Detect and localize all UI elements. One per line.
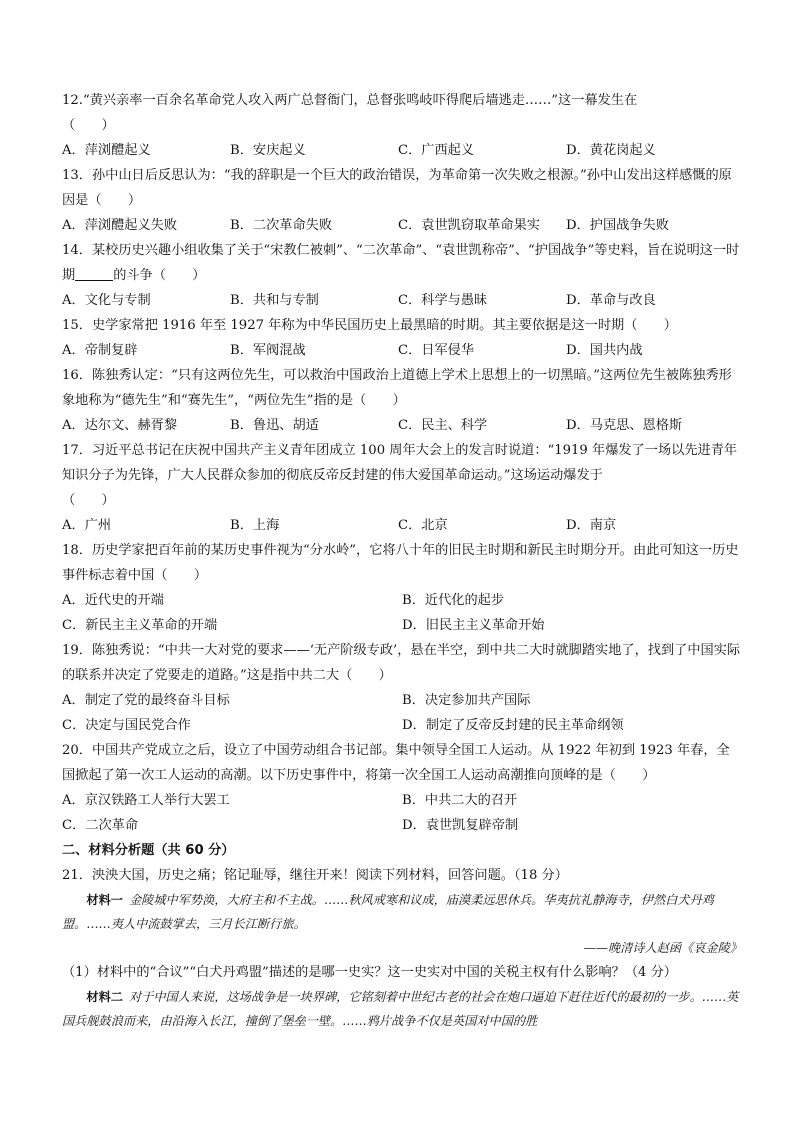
question-15-options — [62, 338, 742, 363]
option-d: D．南京 — [566, 518, 617, 533]
material-2 — [62, 985, 742, 1033]
question-18-options — [62, 588, 742, 638]
question-19-options — [62, 688, 742, 738]
option-a: A．近代史的开端 — [62, 593, 164, 608]
option-d: D．制定了反帝反封建的民主革命纲领 — [402, 718, 624, 733]
material-1-text: 金陵城中军势涣，大府主和不主战。……秋风戒寒和议成，庙漠柔远思休兵。华夷抗礼静海寺，伊然白犬丹鸡盟。……夷人中流鼓掌去，三月长江断行旅。 — [62, 893, 714, 931]
option-c: C．民主、科学 — [398, 418, 488, 433]
question-14-stem — [62, 238, 742, 288]
material-1-source: ——晚清诗人赵函《哀金陵》 — [583, 941, 742, 955]
option-b: B．安庆起义 — [230, 143, 306, 158]
option-a: A．制定了党的最终奋斗目标 — [62, 693, 230, 708]
option-b: B．决定参加共产国际 — [402, 693, 531, 708]
option-b: B．鲁迅、胡适 — [230, 418, 319, 433]
option-d: D．袁世凯复辟帝制 — [402, 818, 519, 833]
option-c: C．北京 — [398, 518, 448, 533]
option-c: C．广西起义 — [398, 143, 475, 158]
option-c: C．二次革命 — [62, 818, 139, 833]
question-19-stem: 19．陈独秀说：“中共一大对党的要求——‘无产阶级专政’，悬在半空，到中共二大时就脚踏实地了，找到了中国实际的联系并决定了党要走的道路。”这是指中共二大（ ） — [62, 643, 741, 683]
question-12-text: 12.“黄兴亲率一百余名革命党人攻入两广总督衙门，总督张鸣岐吓得爬后墙逃走……”这一幕发生在 — [62, 93, 638, 108]
question-16-options — [62, 413, 742, 438]
question-14-text-a: 14．某校历史兴趣小组收集了关于“宋教仁被刺”、“二次革命”、“袁世凯称帝”、“护国战争”等史料，旨在说明这一时期 — [62, 243, 740, 283]
question-13-options — [62, 213, 742, 238]
material-1 — [62, 888, 742, 936]
option-d: D．旧民主主义革命开始 — [402, 618, 545, 633]
option-d: D．国共内战 — [566, 343, 643, 358]
option-b: B．中共二大的召开 — [402, 793, 518, 808]
question-17-text: 17．习近平总书记在庆祝中国共产主义青年团成立 100 周年大会上的发言时说道：“1919 年爆发了一场以先进青年知识分子为先锋，广大人民群众参加的彻底反帝反封建的伟大爱国革命运动。”这场运动爆发于 — [62, 443, 738, 483]
material-1-label: 材料一 — [86, 893, 123, 907]
option-a: A．帝制复辟 — [62, 343, 138, 358]
question-12-options — [62, 138, 742, 163]
option-b: B．军阀混战 — [230, 343, 306, 358]
question-20-stem: 20．中国共产党成立之后，设立了中国劳动组合书记部。集中领导全国工人运动。从 1922 年初到 1923 年春，全国掀起了第一次工人运动的高潮。以下历史事件中，将第一次全国工人运动高潮推向顶峰的是（ ） — [62, 743, 730, 783]
question-14-text-b: 的斗争（ ） — [113, 268, 206, 283]
question-16-stem: 16．陈独秀认定：“只有这两位先生，可以救治中国政治上道德上学术上思想上的一切黑暗。”这两位先生被陈独秀形象地称为“德先生”和“赛先生”，“两位先生”指的是（ ） — [62, 368, 732, 408]
fill-blank — [75, 266, 113, 281]
option-d: D．黄花岗起义 — [566, 143, 656, 158]
question-13-stem: 13．孙中山日后反思认为：“我的辞职是一个巨大的政治错误，为革命第一次失败之根源。”孙中山发出这样感慨的原因是（ ） — [62, 168, 732, 208]
question-17-options — [62, 513, 742, 538]
question-18-stem: 18．历史学家把百年前的某历史事件视为“分水岭”，它将八十年的旧民主时期和新民主时期分开。由此可知这一历史事件标志着中国（ ） — [62, 543, 739, 583]
exam-page — [62, 88, 742, 1033]
question-12-paren: （ ） — [62, 118, 115, 133]
material-2-text: 对于中国人来说，这场战争是一块界碑，它铭刻着中世纪古老的社会在炮口逼迫下赶往近代的最初的一步。……英国兵舰鼓浪而来，由沿海入长江，撞倒了堡垒一壁。……鸦片战争不仅是英国对中国的胜 — [62, 990, 739, 1028]
question-14-options — [62, 288, 742, 313]
option-a: A．达尔文、赫胥黎 — [62, 418, 178, 433]
question-20-options — [62, 788, 742, 838]
option-b: B．二次革命失败 — [230, 218, 333, 233]
option-c: C．决定与国民党合作 — [62, 718, 191, 733]
option-a: A．萍浏醴起义失败 — [62, 218, 178, 233]
option-c: C．新民主主义革命的开端 — [62, 618, 218, 633]
option-b: B．上海 — [230, 518, 280, 533]
option-c: C．袁世凯窃取革命果实 — [398, 218, 540, 233]
question-15-stem: 15．史学家常把 1916 年至 1927 年称为中华民国历史上最黑暗的时期。其主要依据是这一时期（ ） — [62, 318, 677, 333]
option-b: B．近代化的起步 — [402, 593, 505, 608]
option-c: C．科学与愚昧 — [398, 293, 488, 308]
option-c: C．日军侵华 — [398, 343, 475, 358]
question-17-stem — [62, 438, 742, 513]
option-a: A．广州 — [62, 518, 112, 533]
section-two-title: 二、材料分析题（共 60 分） — [62, 843, 235, 858]
question-21-stem: 21．泱泱大国，历史之痛；铭记耻辱，继往开来！阅读下列材料，回答问题。（18 分） — [62, 868, 568, 883]
option-d: D．马克思、恩格斯 — [566, 418, 683, 433]
option-d: D．革命与改良 — [566, 293, 656, 308]
option-a: A．萍浏醴起义 — [62, 143, 151, 158]
option-a: A．文化与专制 — [62, 293, 151, 308]
option-a: A．京汉铁路工人举行大罢工 — [62, 793, 230, 808]
question-17-paren: （ ） — [62, 493, 115, 508]
sub-question-1: （1）材料中的“合议”“白犬丹鸡盟”描述的是哪一史实？这一史实对中国的关税主权有什么影响？（4 分） — [62, 965, 677, 980]
question-12-stem — [62, 88, 742, 138]
option-d: D．护国战争失败 — [566, 218, 669, 233]
material-2-label: 材料二 — [86, 990, 123, 1004]
option-b: B．共和与专制 — [230, 293, 319, 308]
